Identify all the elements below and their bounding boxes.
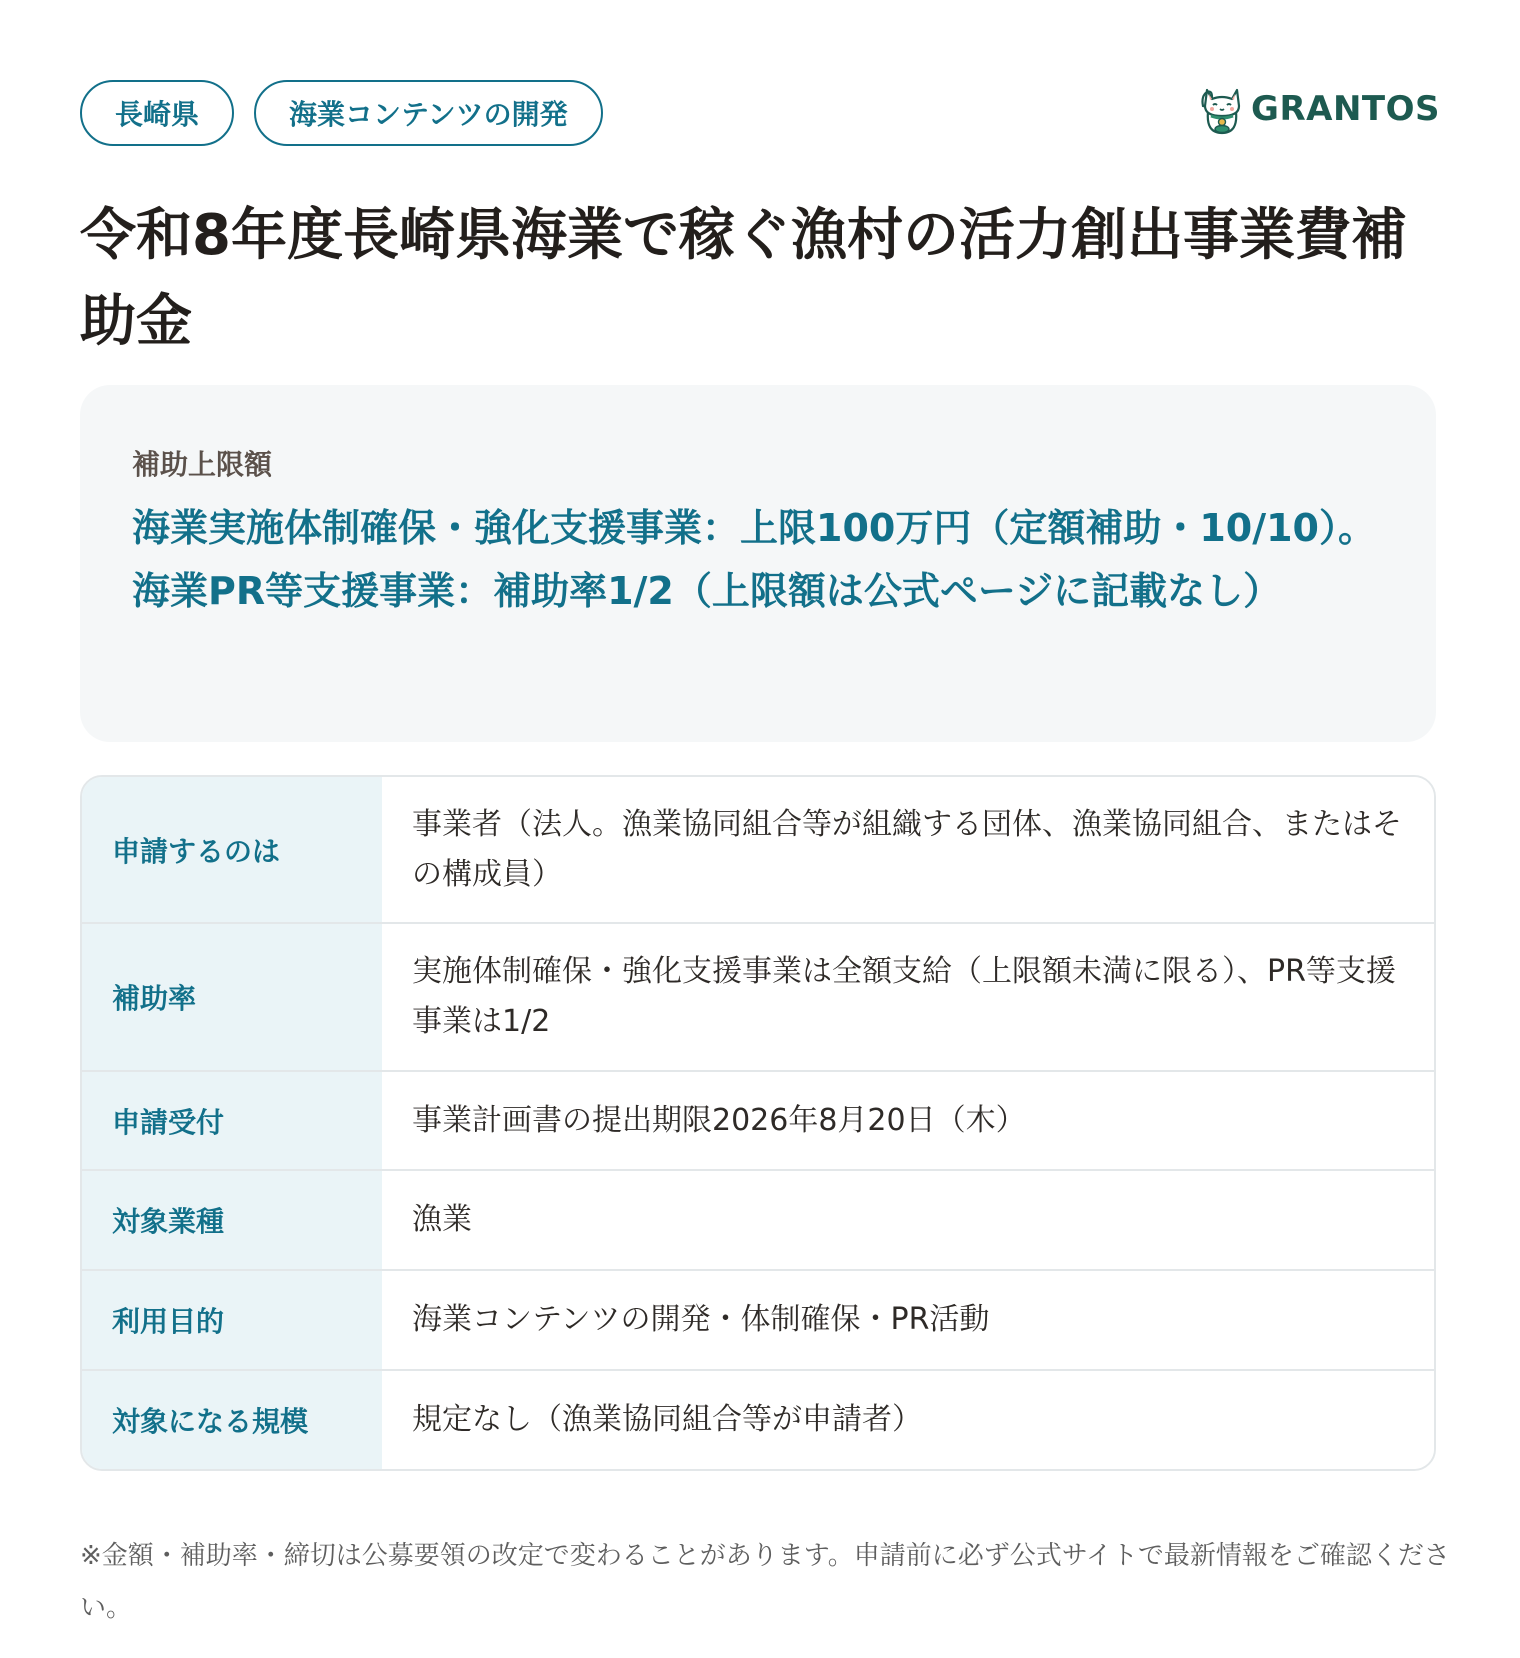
row-value: 規定なし（漁業協同組合等が申請者）	[382, 1371, 1434, 1469]
table-row-rate	[82, 922, 1434, 1070]
subsidy-limit-value: 海業実施体制確保・強化支援事業：上限100万円（定額補助・10/10）。海業PR等支援事業：補助率1/2（上限額は公式ページに記載なし）	[132, 506, 1376, 613]
row-label: 申請受付	[82, 1072, 382, 1169]
grant-details-table	[80, 775, 1436, 1471]
page-title: 令和8年度長崎県海業で稼ぐ漁村の活力創出事業費補助金	[80, 203, 1407, 354]
row-label: 補助率	[82, 924, 382, 1070]
tag-category[interactable]: 海業コンテンツの開発	[254, 80, 603, 146]
brand-name: GRANTOS	[1251, 89, 1440, 129]
table-row-deadline	[82, 1070, 1434, 1169]
maneki-neko-cat-icon	[1199, 82, 1245, 136]
row-value: 事業計画書の提出期限2026年8月20日（木）	[382, 1072, 1434, 1169]
brand-logo[interactable]	[1199, 82, 1440, 136]
table-row-scale	[82, 1369, 1434, 1469]
subsidy-limit-box	[80, 385, 1436, 742]
row-value: 実施体制確保・強化支援事業は全額支給（上限額未満に限る）、PR等支援事業は1/2	[382, 924, 1434, 1070]
row-label: 利用目的	[82, 1271, 382, 1369]
row-value: 海業コンテンツの開発・体制確保・PR活動	[382, 1271, 1434, 1369]
table-row-applicant	[82, 777, 1434, 922]
row-label: 対象になる規模	[82, 1371, 382, 1469]
tag-prefecture[interactable]: 長崎県	[80, 80, 234, 146]
row-value: 事業者（法人。漁業協同組合等が組織する団体、漁業協同組合、またはその構成員）	[382, 777, 1434, 922]
disclaimer-note: ※金額・補助率・締切は公募要領の改定で変わることがあります。申請前に必ず公式サイトで最新情報をご確認ください。	[80, 1541, 1450, 1623]
table-row-purpose	[82, 1269, 1434, 1369]
row-label: 申請するのは	[82, 777, 382, 922]
table-row-industry	[82, 1169, 1434, 1269]
row-label: 対象業種	[82, 1171, 382, 1269]
subsidy-limit-label: 補助上限額	[132, 448, 273, 481]
tag-list	[80, 80, 603, 146]
row-value: 漁業	[382, 1171, 1434, 1269]
